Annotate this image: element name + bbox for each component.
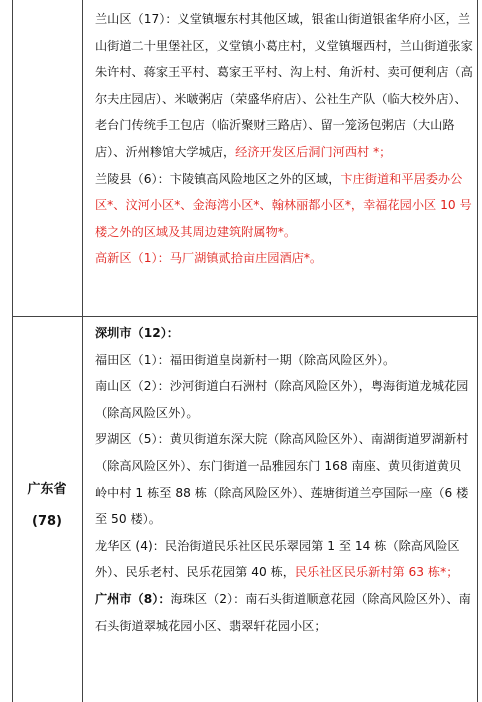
guangzhou-paragraph — [95, 586, 473, 639]
longhua-paragraph — [95, 533, 473, 586]
longhua-text: 龙华区 (4)：民治街道民乐社区民乐翠园第 1 至 14 栋（除高风险区外）、民乐老村、民乐花园第 40 栋， — [95, 538, 460, 580]
lanshan-paragraph — [95, 6, 473, 166]
futian-paragraph: 福田区（1）：福田街道皇岗新村一期（除高风险区外）。 — [95, 352, 396, 367]
luohu-paragraph: 罗湖区（5）：黄贝街道东深大院（除高风险区外）、南湖街道罗湖新村（除高风险区外）、东门街道一品雅园东门 168 南座、黄贝街道黄贝岭中村 1 栋至 88 栋（除高风险区外）、莲塘街道兰亭国际一座（6 楼至 50 楼）。 — [95, 432, 469, 527]
guangdong-cell — [95, 320, 473, 639]
lanshan-text: 兰山区（17）：义堂镇堰东村其他区域，银雀山街道银雀华府小区，兰山街道二十里堡社区，义堂镇小葛庄村，义堂镇堰西村，兰山街道张家朱许村、蒋家王平村、葛家王平村、沟上村、角沂村、卖可便利店（高尔夫庄园店）、米啵粥店（荣盛华府店）、公社生产队（临大校外店）、老台门传统手工包店（临沂聚财三路店）、留一笼汤包粥店（大山路店）、沂州糁馆大学城店， — [95, 12, 473, 159]
province-count: (78) — [32, 514, 62, 529]
lanling-paragraph — [95, 166, 473, 246]
gaoxin-paragraph: 高新区（1）：马厂湖镇贰拾亩庄园酒店*。 — [95, 251, 323, 266]
row-divider — [12, 316, 478, 317]
shenzhen-header: 深圳市（12）： — [95, 326, 179, 340]
province-name: 广东省 — [27, 482, 67, 497]
lanling-red-text: 卞庄街道和平居委办公区*、汶河小区*、金海湾小区*、翰林丽都小区*，幸福花园小区 10 号楼之外的区域及其周边建筑附属物*。 — [95, 171, 472, 239]
nanshan-paragraph: 南山区（2）：沙河街道白石洲村（除高风险区外），粤海街道龙城花园（除高风险区外）。 — [95, 379, 469, 420]
haizhu-text: 海珠区（2）：南石头街道顺意花园（除高风险区外）、南石头街道翠城花园小区、翡翠轩花园小区； — [95, 591, 471, 633]
column-divider — [82, 0, 83, 702]
lanshan-red-text: 经济开发区后洞门河西村 *； — [235, 144, 392, 159]
linyi-district-cell — [95, 6, 473, 272]
province-cell — [12, 474, 82, 538]
guangzhou-header: 广州市（8）： — [95, 591, 171, 606]
lanling-text: 兰陵县（6）：卞陵镇高风险地区之外的区域， — [95, 171, 341, 186]
longhua-red-text: 民乐社区民乐新村第 63 栋*； — [294, 565, 459, 580]
